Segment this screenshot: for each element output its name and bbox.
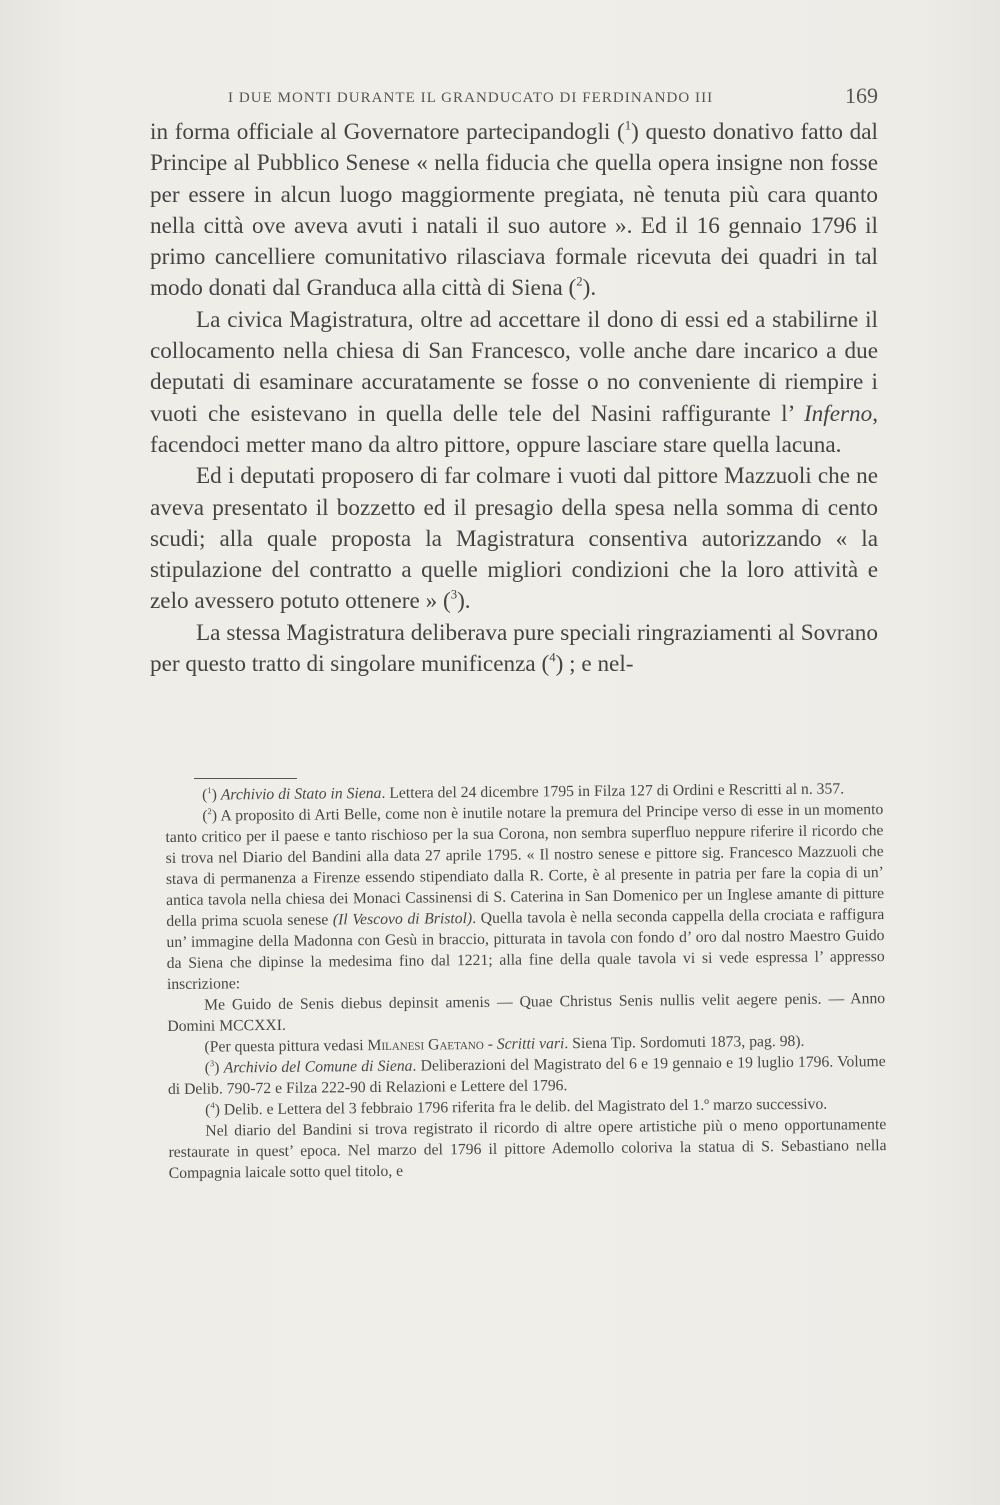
footnote-mark: 2 [207, 806, 212, 817]
body-text [150, 117, 878, 680]
footnote-ref-1: 1 [624, 118, 632, 133]
footnote-2-inscription: Me Guido de Senis diebus depinsit amenis — Quae Christus Senis nullis velit aegere penis. — Anno Domini MCCXXI. [167, 990, 886, 1035]
footnote-ref-4: 4 [549, 650, 556, 665]
running-title: I DUE MONTI DURANTE IL GRANDUCATO DI FERDINANDO III [228, 90, 714, 106]
text-run: ) ; e nel- [555, 651, 634, 678]
text-run: , facendoci metter mano da altro pittore, oppure lasciare stare quella lacuna. [150, 400, 878, 458]
footnote-4: ($^4$) Delib. e Lettera del 3 febbraio 1796 riferita fra le delib. del Magistrato del 1.º marzo successivo. [205, 1095, 828, 1119]
text-run: ) questo donativo fatto dal Principe al Pubblico Senese « nella fiducia che quella opera insigne non fosse per essere in alcun luogo maggiormente pregiata, nè tenuta più cara quanto nella città ove aveva avuti i natali il suo autore ». Ed il 16 gennaio 1796 il primo cancelliere comunitativo rilasciava formale ricevuta dei quadri in tal modo donati dal Granduca alla città di Siena ( [150, 119, 878, 302]
paragraph-3 [150, 461, 878, 617]
footnote-mark: 1 [207, 785, 212, 796]
footnote-mark: 4 [210, 1100, 215, 1111]
footnote-rule [194, 778, 297, 779]
text-run: A proposito di Arti Belle, come non è inutile notare la premura del Principe verso di esse in un momento tanto critico per il paese e tanto rischioso per la sua Corona, non sembra superfluo neppure riferire il ricordo che si trova nel Diario del Bandini alla data 27 aprile 1795. « Il nostro senese e pittore sig. Francesco Mazzuoli che stava di permanenza a Firenze essendo stipendiato dalla R. Corte, è al presente in patria per fare la copia di un’ antica tavola nella chiesa dei Monaci Cassinensi di S. Caterina in San Domenico per un Inglese amante di pitture della prima scuola senese [165, 801, 885, 930]
footnote-3: ($^3$) Archivio del Comune di Siena. Deliberazioni del Magistrato del 6 e 19 gennaio e 19 luglio 1796. Volume di Delib. 790-72 e Filza 222-90 di Relazioni e Lettere del 1796. [167, 1053, 886, 1098]
text-run: (Per questa pittura vedasi [204, 1037, 368, 1056]
text-run: in forma officiale al Governatore partecipandogli ( [150, 119, 625, 145]
footnote-2: ($^2$) A proposito di Arti Belle, come non è inutile notare la premura del Principe verso di esse in un momento tanto critico per il paese e tanto rischioso per la sua Corona, non sembra superfluo neppure riferire il ricordo che si trova nel Diario del Bandini alla data 27 aprile 1795. « Il nostro senese e pittore sig. Francesco Mazzuoli che stava di permanenza a Firenze essendo stipendiato dalla R. Corte, è al presente in patria per fare la copia di un’ antica tavola nella chiesa dei Monaci Cassinensi di S. Caterina in San Domenico per un Inglese amante di pitture della prima scuola senese (Il Vescovo di Bristol). Quella tavola è nella seconda cappella della crociata e raffigura un’ immagine della Madonna con Gesù in braccio, pitturata in tavola con fondo d’ oro dal nostro Maestro Guido da Siena che dipinse la medesima fino dal 1221; alla fine della quale tavola vi si vede espressa l’ appresso inscrizione: [165, 801, 885, 993]
text-run: ). [582, 275, 597, 302]
text-run: . Siena Tip. Sordomuti 1873, pag. 98). [564, 1032, 805, 1053]
page-number: 169 [845, 83, 878, 108]
text-run: Delib. e Lettera del 3 febbraio 1796 riferita fra le delib. del Magistrato del 1.º marzo successivo. [223, 1095, 828, 1119]
running-head [228, 83, 878, 112]
text-run: . Deliberazioni del Magistrato del 6 e 19 gennaio e 19 luglio 1796. Volume di Delib. 790-72 e Filza 222-90 di Relazioni e Lettere del 1796. [167, 1053, 886, 1098]
footnote-4-continuation: Nel diario del Bandini si trova registrato il ricordo di altre opere artistiche più o meno opportunamente restaurate in quest’ epoca. Nel marzo del 1796 il pittore Ademollo coloriva la statua di S. Sebastiano nella Compagnia laicale sotto quel titolo, e [168, 1116, 887, 1182]
footnotes [165, 778, 887, 1184]
paragraph-4 [150, 618, 878, 681]
text-run: - [483, 1035, 497, 1053]
text-run: ). [457, 588, 471, 615]
text-run: La civica Magistratura, oltre ad accettare il dono di essi ed a stabilirne il collocamento nella chiesa di San Francesco, volle anche dare incarico a due deputati di esaminare accuratamente se fosse o no conveniente di riempire i vuoti che esistevano in quella delle tele del Nasini raffigurante l’ [150, 306, 878, 427]
author-name: Milanesi Gaetano [367, 1035, 484, 1055]
text-run: . Quella tavola è nella seconda cappella della crociata e raffigura un’ immagine della Madonna con Gesù in braccio, pitturata in tavola con fondo d’ oro dal nostro Maestro Guido da Siena che dipinse la medesima fino dal 1221; alla fine della quale tavola vi si vede espressa l’ appresso inscrizione: [166, 906, 885, 993]
italic-source: Archivio del Comune di Siena [223, 1057, 413, 1077]
footnote-ref-3: 3 [450, 587, 458, 602]
paragraph-2 [150, 305, 878, 461]
text-run: Ed i deputati proposero di far colmare i vuoti dal pittore Mazzuoli che ne aveva presentato il bozzetto ed il presagio della spesa nella somma di cento scudi; alla quale proposta la Magistratura consentiva autorizzando « la stipulazione del contratto a quelle migliori condizioni che la loro attività e zelo avessero potuto ottenere » ( [150, 463, 878, 615]
text-run: . Lettera del 24 dicembre 1795 in Filza 127 di Ordini e Rescritti al n. 357. [381, 780, 845, 802]
footnote-mark: 3 [209, 1058, 215, 1069]
footnote-ref-2: 2 [576, 274, 583, 289]
italic-title: Inferno [803, 400, 873, 427]
paragraph-1 [150, 117, 878, 305]
italic-title: (Il Vescovo di Bristol) [332, 910, 473, 929]
text-run: La stessa Magistratura deliberava pure speciali ringraziamenti al Sovrano per questo tratto di singolare munificenza ( [150, 619, 878, 678]
footnote-1: ($^1$) Archivio di Stato in Siena. Lettera del 24 dicembre 1795 in Filza 127 di Ordini e Rescritti al n. 357. [202, 780, 845, 804]
italic-source: Archivio di Stato in Siena [220, 784, 382, 804]
italic-title: Scritti vari [496, 1035, 565, 1053]
